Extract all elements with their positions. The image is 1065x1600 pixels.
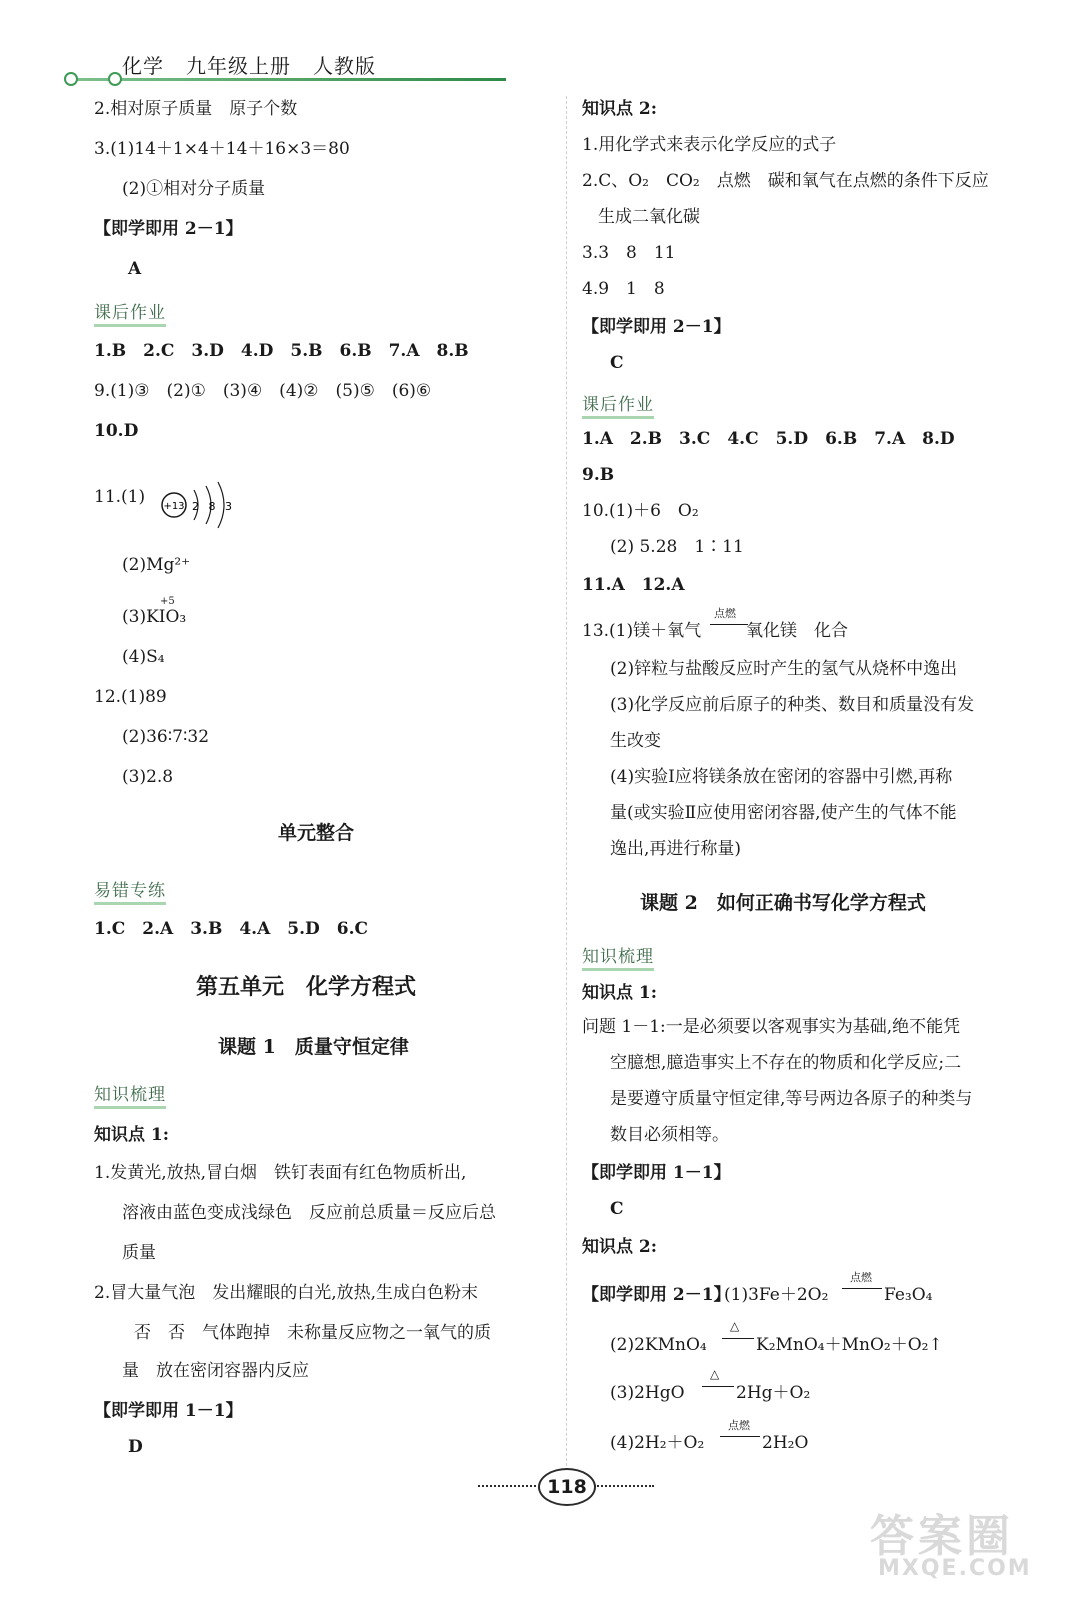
answer: A [128, 259, 142, 279]
equation-right: Fe₃O₄ [884, 1285, 933, 1305]
answer: D [128, 1437, 143, 1457]
watermark-url: MXQE.COM [878, 1556, 1032, 1581]
reaction-condition: △ [730, 1319, 740, 1333]
text-line: 生成二氧化碳 [598, 207, 700, 227]
header-rule [76, 78, 506, 81]
text-line: 溶液由蓝色变成浅绿色 反应前总质量＝反应后总 [122, 1203, 496, 1223]
footer-dots [594, 1485, 654, 1487]
text-line: 质量 [122, 1243, 156, 1263]
text-line: (2)Mg²⁺ [122, 555, 191, 575]
exercise-label: 【即学即用 1－1】 [94, 1401, 243, 1421]
answer: 10.D [94, 421, 139, 441]
text-line: (3)KIO₃ [122, 607, 187, 627]
exercise-label: 【即学即用 2－1】 [582, 1285, 731, 1305]
text-line: 逸出,再进行称量) [610, 839, 742, 859]
text-line: 4.9 1 8 [582, 279, 665, 299]
page-header [122, 50, 398, 79]
equation-left: (2)2KMnO₄ [610, 1335, 707, 1355]
knowledge-point-label: 知识点 1: [582, 983, 658, 1003]
text-line: 是要遵守质量守恒定律,等号两边各原子的种类与 [610, 1089, 973, 1109]
header-dot-icon [64, 72, 78, 86]
text-line: (2) 5.28 1∶11 [610, 537, 744, 557]
atom-nucleus-text: +13 [163, 501, 185, 512]
reaction-line-icon [720, 1436, 760, 1437]
reaction-condition: 点燃 [728, 1419, 750, 1432]
text-line: 问题 1－1:一是必须要以客观事实为基础,绝不能凭 [582, 1017, 961, 1037]
text-line: 9.(1)③ (2)① (3)④ (4)② (5)⑤ (6)⑥ [94, 381, 432, 401]
reaction-condition: 点燃 [850, 1271, 872, 1284]
text-line: 10.(1)＋6 O₂ [582, 501, 699, 521]
exercise-label: 【即学即用 1－1】 [582, 1163, 731, 1183]
watermark-logo: 答案圈 [870, 1511, 1014, 1562]
reaction-line-icon [722, 1338, 754, 1339]
text-line: 量(或实验Ⅱ应使用密闭容器,使产生的气体不能 [610, 803, 957, 823]
text-line: 12.(1)89 [94, 687, 167, 707]
answer-line: 1.C 2.A 3.B 4.A 5.D 6.C [94, 919, 369, 939]
text-line: 氧化镁 化合 [746, 621, 848, 641]
answer: 9.B [582, 465, 615, 485]
header-subject: 化学 [122, 54, 164, 78]
text-line: (3)化学反应前后原子的种类、数目和质量没有发 [610, 695, 975, 715]
text-line: 1.发黄光,放热,冒白烟 铁钉表面有红色物质析出, [94, 1163, 467, 1183]
section-title: 知识梳理 [94, 1080, 166, 1109]
text-line: 3.(1)14＋1×4＋14＋16×3＝80 [94, 139, 350, 159]
answer: C [610, 353, 624, 373]
unit-review-title: 单元整合 [278, 822, 355, 844]
section-title: 课后作业 [582, 390, 654, 419]
reaction-condition: △ [710, 1367, 720, 1381]
text-line: 否 否 气体跑掉 未称量反应物之一氧气的质 [134, 1323, 491, 1343]
text-line: 量 放在密闭容器内反应 [122, 1361, 309, 1381]
text-line: (3)2.8 [122, 767, 174, 787]
page-number: 118 [538, 1468, 596, 1506]
text-line: 3.3 8 11 [582, 243, 676, 263]
text-line: 1.用化学式来表示化学反应的式子 [582, 135, 837, 155]
equation-right: 2Hg＋O₂ [736, 1383, 811, 1403]
reaction-line-icon [842, 1288, 882, 1289]
header-edition: 人教版 [313, 54, 376, 78]
equation-right: K₂MnO₄＋MnO₂＋O₂↑ [756, 1335, 943, 1355]
text-line: (2)①相对分子质量 [122, 179, 266, 199]
text-line: 空臆想,臆造事实上不存在的物质和化学反应;二 [610, 1053, 962, 1073]
knowledge-point-label: 知识点 1: [94, 1125, 170, 1145]
text-line: 生改变 [610, 731, 661, 751]
text-line: (2)36∶7∶32 [122, 727, 210, 747]
unit-title: 第五单元 化学方程式 [196, 974, 417, 1000]
text-line: 11.(1) [94, 487, 146, 507]
text-line: 13.(1)镁＋氧气 [582, 621, 702, 641]
text-line: (4)S₄ [122, 647, 165, 667]
equation-right: 2H₂O [762, 1433, 809, 1453]
text-line: 数目必须相等。 [610, 1125, 729, 1145]
footer-dots [478, 1485, 536, 1487]
knowledge-point-label: 知识点 2: [582, 99, 658, 119]
answer-line: 1.B 2.C 3.D 4.D 5.B 6.B 7.A 8.B [94, 341, 469, 361]
column-divider [566, 96, 567, 1491]
atom-shell-text: 2 8 3 [192, 500, 235, 513]
text-line: 2.相对原子质量 原子个数 [94, 99, 298, 119]
exercise-label: 【即学即用 2－1】 [94, 219, 243, 239]
answer-line: 11.A 12.A [582, 575, 685, 595]
valence-mark: +5 [160, 596, 175, 607]
section-title: 知识梳理 [582, 942, 654, 971]
topic-title: 课题 1 质量守恒定律 [218, 1036, 409, 1058]
reaction-arrow-icon [710, 624, 748, 625]
reaction-line-icon [702, 1386, 734, 1387]
header-grade: 九年级上册 [186, 54, 291, 78]
text-line: (2)锌粒与盐酸反应时产生的氢气从烧杯中逸出 [610, 659, 958, 679]
header-dot-icon [108, 72, 122, 86]
reaction-condition: 点燃 [714, 607, 736, 620]
equation-left: (1)3Fe＋2O₂ [724, 1285, 829, 1305]
section-title: 易错专练 [94, 876, 166, 905]
section-title: 课后作业 [94, 298, 166, 327]
text-line: 2.C、O₂ CO₂ 点燃 碳和氧气在点燃的条件下反应 [582, 171, 989, 191]
text-line: 2.冒大量气泡 发出耀眼的白光,放热,生成白色粉末 [94, 1283, 479, 1303]
answer-line: 1.A 2.B 3.C 4.C 5.D 6.B 7.A 8.D [582, 429, 955, 449]
knowledge-point-label: 知识点 2: [582, 1237, 658, 1257]
equation-left: (4)2H₂＋O₂ [610, 1433, 705, 1453]
exercise-label: 【即学即用 2－1】 [582, 317, 731, 337]
atom-structure-diagram [160, 480, 240, 530]
equation-left: (3)2HgO [610, 1383, 685, 1403]
topic-title: 课题 2 如何正确书写化学方程式 [640, 892, 926, 914]
answer: C [610, 1199, 624, 1219]
text-line: (4)实验Ⅰ应将镁条放在密闭的容器中引燃,再称 [610, 767, 953, 787]
